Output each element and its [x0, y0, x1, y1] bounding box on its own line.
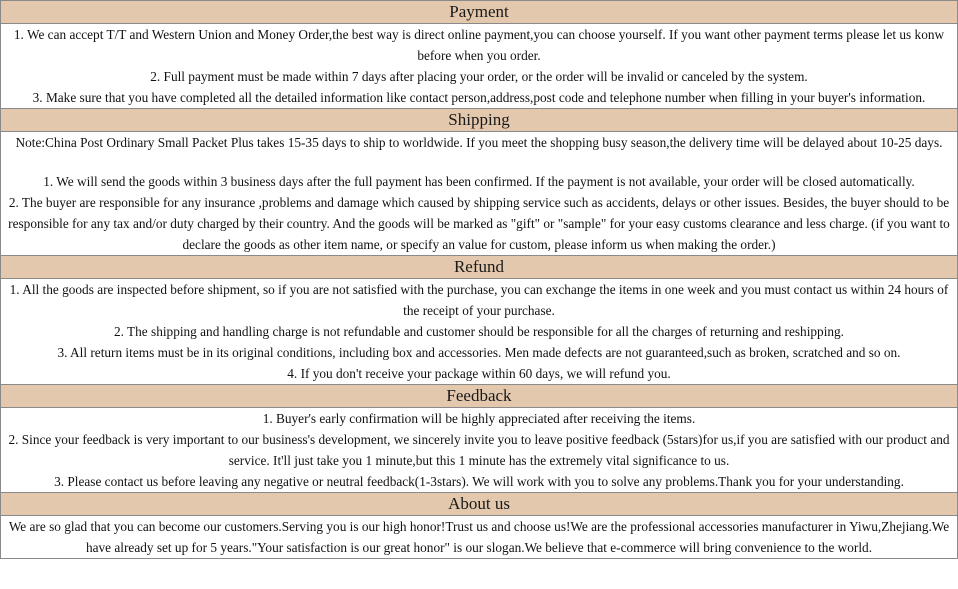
payment-body: [1, 24, 957, 108]
shipping-item-1: 1. We will send the goods within 3 business days after the full payment has been confirmed. If the payment is not available, your order will be closed automatically.: [43, 174, 915, 189]
payment-item-1: 1. We can accept T/T and Western Union and Money Order,the best way is direct online payment,you can choose yourself. If you want other payment terms please let us konw before when you order.: [13, 27, 945, 63]
about-text: We are so glad that you can become our customers.Serving you is our high honor!Trust us and choose us!We are the professional accessories manufacturer in Yiwu,Zhejiang.We have already set up for 5 years."Your satisfaction is our great honor" is our slogan.We believe that e-commerce will bring convenience to the world.: [8, 519, 950, 555]
refund-item-4: 4. If you don't receive your package within 60 days, we will refund you.: [287, 366, 671, 381]
refund-item-2: 2. The shipping and handling charge is not refundable and customer should be responsible for all the charges of returning and reshipping.: [113, 324, 845, 339]
refund-item-1: 1. All the goods are inspected before shipment, so if you are not satisfied with the purchase, you can exchange the items in one week and you must contact us within 24 hours of the receipt of your purchase.: [9, 282, 949, 318]
about-header: About us: [1, 492, 957, 516]
refund-item-3: 3. All return items must be in its original conditions, including box and accessories. Men made defects are not guaranteed,such as broken, scratched and so on.: [57, 345, 901, 360]
payment-item-3: 3. Make sure that you have completed all the detailed information like contact person,address,post code and telephone number when filling in your buyer's information.: [32, 90, 926, 105]
feedback-item-1: 1. Buyer's early confirmation will be highly appreciated after receiving the items.: [262, 411, 696, 426]
feedback-item-3: 3. Please contact us before leaving any negative or neutral feedback(1-3stars). We will work with you to solve any problems.Thank you for your understanding.: [54, 474, 904, 489]
feedback-body: [1, 408, 957, 492]
about-body: [1, 516, 957, 558]
refund-header: Refund: [1, 255, 957, 279]
payment-item-2: 2. Full payment must be made within 7 days after placing your order, or the order will be invalid or canceled by the system.: [150, 69, 808, 84]
payment-header: Payment: [1, 1, 957, 24]
shipping-header: Shipping: [1, 108, 957, 132]
shipping-spacer: [5, 153, 953, 171]
shipping-note: Note:China Post Ordinary Small Packet Plus takes 15-35 days to ship to worldwide. If you meet the shopping busy season,the delivery time will be delayed about 10-25 days.: [15, 135, 943, 150]
shipping-item-2: 2. The buyer are responsible for any insurance ,problems and damage which caused by shipping service such as accidents, delays or other issues. Besides, the buyer should to be responsible for any tax and/or duty charged by their country. And the goods will be marked as "gift" or "sample" for your easy customs clearance and less charge. (if you want to declare the goods as other item name, or specify an value for custom, please inform us when making the order.): [8, 195, 950, 252]
feedback-item-2: 2. Since your feedback is very important to our business's development, we sincerely invite you to leave positive feedback (5stars)for us,if you are satisfied with our product and service. It'll just take you 1 minute,but this 1 minute has the extremely vital significance to us.: [8, 432, 950, 468]
refund-body: [1, 279, 957, 384]
shipping-body: [1, 132, 957, 255]
feedback-header: Feedback: [1, 384, 957, 408]
